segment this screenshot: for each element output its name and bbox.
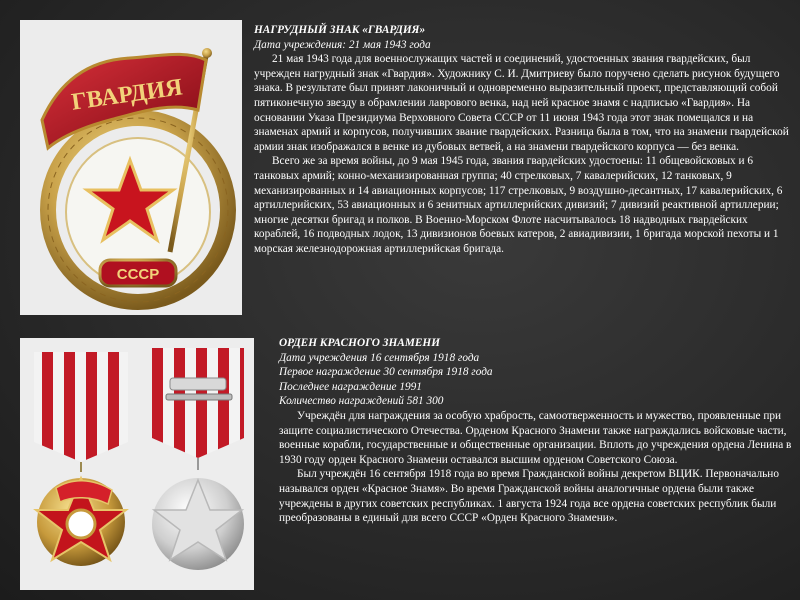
- guard-paragraph-2: Всего же за время войны, до 9 мая 1945 года, звания гвардейских удостоены: 11 общевойсковых и 6 танковых армий; конно-механизированная группа; 40 стрелковых, 7 кавалерийских, 12 танковых, 9 механизированных и 14 авиационных корпусов; 117 стрелковых, 9 воздушно-десантных, 17 кавалерийских, 6 артиллерийских, 53 авиационных и 6 зенитных артиллерийских дивизий; 7 дивизий реактивной артиллерии; многие десятки бригад и полков. В Военно-Морском Флоте насчитывалось 18 надводных гвардейских кораблей, 16 подводных лодок, 13 дивизионов боевых катеров, 2 авиадивизии, 1 бригада морской пехоты и 1 морская железнодорожная артиллерийская бригада.: [254, 155, 783, 255]
- red-banner-order-image: [20, 338, 254, 590]
- guard-section: [254, 23, 794, 257]
- guard-date: Дата учреждения: 21 мая 1943 года: [254, 38, 431, 51]
- guard-badge-image: [20, 20, 242, 315]
- red-banner-first-award: Первое награждение 30 сентября 1918 года: [279, 366, 493, 379]
- red-banner-paragraph-1: Учреждён для награждения за особую храбрость, самоотверженность и мужество, проявленные при защите социалистического Отечества. Орденом Красного Знамени также награждались войсковые части, военные корабли, государственные и общественные организации. Вплоть до учреждения ордена Ленина в 1930 году орден Красного Знамени оставался высшим орденом Советского Союза.: [279, 409, 792, 466]
- red-banner-established: Дата учреждения 16 сентября 1918 года: [279, 351, 480, 364]
- red-banner-award-count: Количество награждений 581 300: [279, 395, 444, 408]
- red-banner-section: [279, 336, 799, 526]
- guard-paragraph-1: 21 мая 1943 года для военнослужащих частей и соединений, удостоенных звания гвардейских, был учрежден нагрудный знак «Гвардия». Художнику С. И. Дмитриеву было поручено сделать рисунок будущего знака. В результате был принят лаконичный и одновременно выразительный проект, представляющий собой пятиконечную звезду в обрамлении лаврового венка, над ней красное знамя с надписью «Гвардия». На основании Указа Президиума Верховного Совета СССР от 11 июня 1943 года этот знак помещался и на знаменах армий и корпусов, получивших звание гвардейских. Разница была в том, что на знамени гвардейской армии знак изображался в венке из дубовых ветвей, а на знамени гвардейского корпуса — без венка.: [254, 53, 789, 153]
- guard-badge-photo: [20, 20, 242, 315]
- red-banner-paragraph-2: Был учреждён 16 сентября 1918 года во время Гражданской войны декретом ВЦИК. Первоначально назывался орден «Красное Знамя». Во время Гражданской войны аналогичные ордена были также учреждены в других советских республиках. 1 августа 1924 года все ордена советских республик были преобразованы в единый для всего СССР «Орден Красного Знамени».: [279, 468, 779, 525]
- red-banner-title: ОРДЕН КРАСНОГО ЗНАМЕНИ: [279, 337, 440, 349]
- red-banner-last-award: Последнее награждение 1991: [279, 380, 422, 393]
- guard-title: НАГРУДНЫЙ ЗНАК «ГВАРДИЯ»: [254, 24, 426, 36]
- badge-banner-text: ГВАРДИЯ: [69, 74, 185, 116]
- badge-bottom-text: СССР: [116, 266, 160, 283]
- red-banner-order-photo: [20, 338, 254, 590]
